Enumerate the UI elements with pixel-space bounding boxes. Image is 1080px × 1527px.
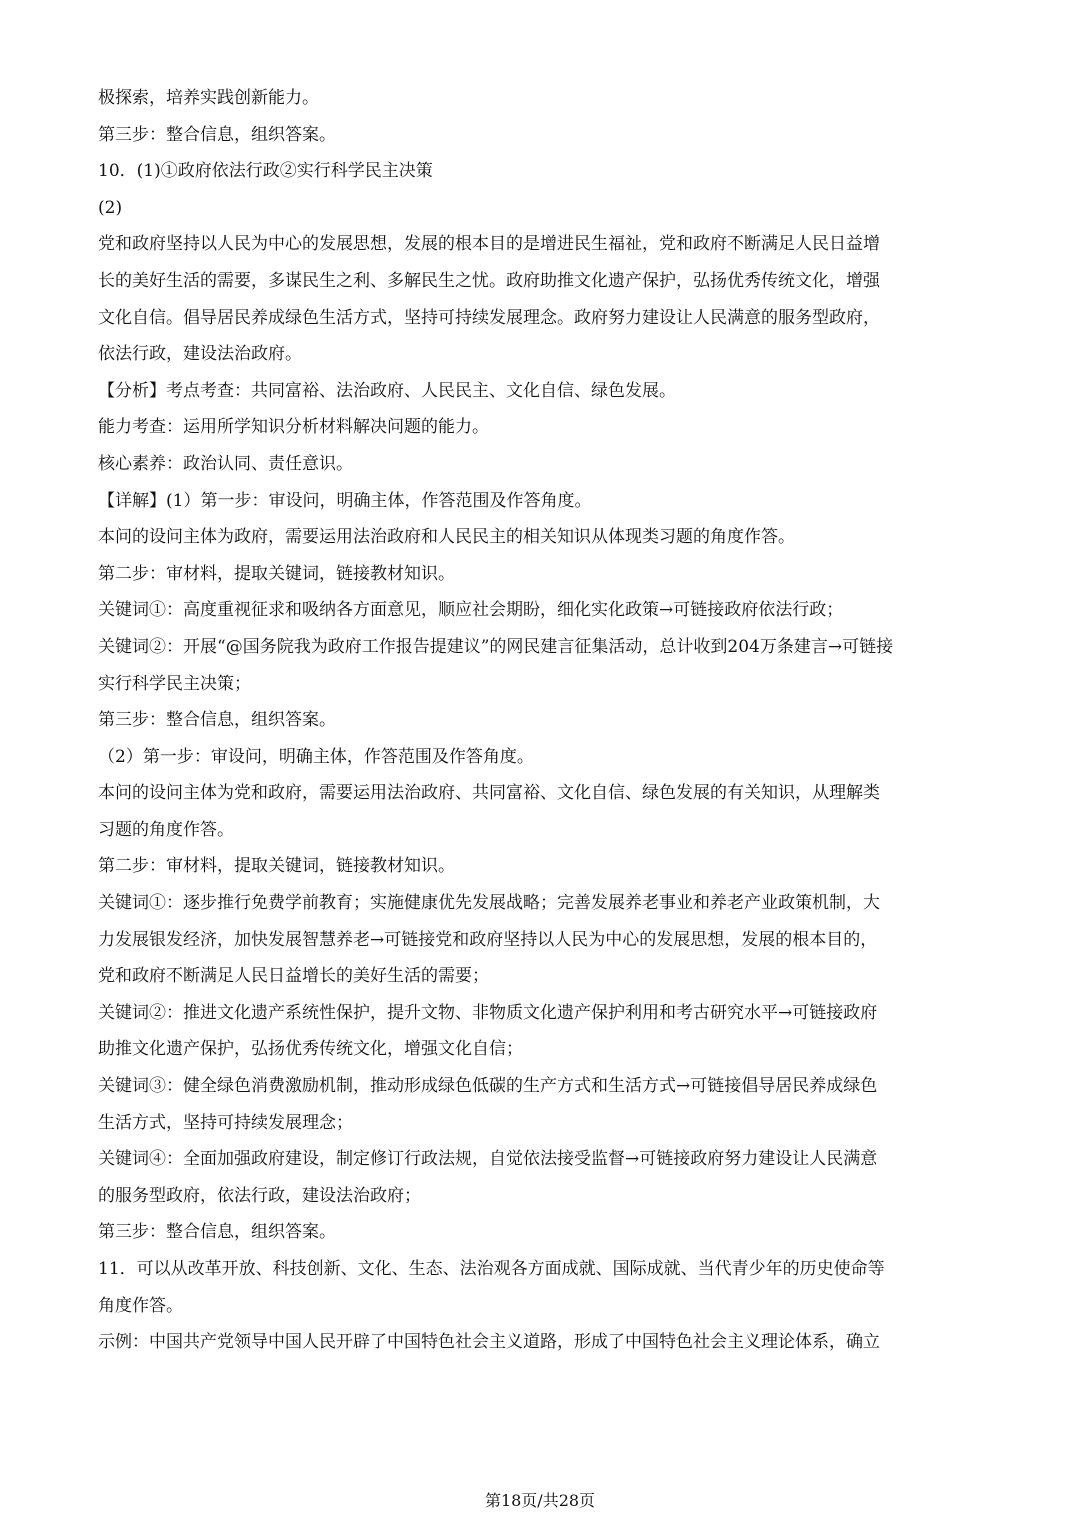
- text-line: 依法行政，建设法治政府。: [98, 344, 302, 365]
- text-line: （2）第一步：审设问，明确主体，作答范围及作答角度。: [98, 746, 534, 767]
- text-line: 极探索，培养实践创新能力。: [98, 88, 319, 108]
- text-line: 本问的设问主体为党和政府，需要运用法治政府、共同富裕、文化自信、绿色发展的有关知识，从理解类: [98, 783, 880, 804]
- text-line: 关键词②：推进文化遗产系统性保护，提升文物、非物质文化遗产保护利用和考古研究水平→可链接政府: [98, 1002, 878, 1023]
- text-line: 关键词③：健全绿色消费激励机制，推动形成绿色低碳的生产方式和生活方式→可链接倡导居民养成绿色: [98, 1076, 878, 1097]
- text-line: 长的美好生活的需要，多谋民生之利、多解民生之忧。政府助推文化遗产保护，弘扬优秀传统文化，增强: [98, 270, 880, 291]
- text-line: 【分析】考点考查：共同富裕、法治政府、人民民主、文化自信、绿色发展。: [98, 380, 676, 401]
- text-line: 实行科学民主决策；: [98, 673, 251, 694]
- text-line: 力发展银发经济，加快发展智慧养老→可链接党和政府坚持以人民为中心的发展思想，发展的根本目的，: [98, 929, 878, 950]
- text-line: 【详解】(1）第一步：审设问，明确主体，作答范围及作答角度。: [98, 490, 592, 511]
- text-line: 第二步：审材料，提取关键词，链接教材知识。: [98, 563, 455, 584]
- page-number: 第18页/共28页: [484, 1491, 596, 1510]
- text-line: 第三步：整合信息，组织答案。: [98, 710, 336, 731]
- text-line: 11．可以从改革开放、科技创新、文化、生态、法治观各方面成就、国际成就、当代青少年的历史使命等: [98, 1259, 885, 1279]
- text-line: 关键词④：全面加强政府建设，制定修订行政法规，自觉依法接受监督→可链接政府努力建设让人民满意: [98, 1149, 878, 1170]
- text-line: 第三步：整合信息，组织答案。: [98, 1222, 336, 1243]
- text-line: 助推文化遗产保护，弘扬优秀传统文化，增强文化自信；: [98, 1039, 523, 1060]
- text-line: 的服务型政府，依法行政，建设法治政府；: [98, 1185, 421, 1206]
- text-line: 10．(1)①政府依法行政②实行科学民主决策: [98, 161, 433, 182]
- text-line: 文化自信。倡导居民养成绿色生活方式，坚持可持续发展理念。政府努力建设让人民满意的服务型政府，: [98, 307, 880, 328]
- text-line: 党和政府不断满足人民日益增长的美好生活的需要；: [98, 966, 489, 987]
- text-line: 本问的设问主体为政府，需要运用法治政府和人民民主的相关知识从体现类习题的角度作答。: [98, 527, 795, 548]
- text-line: (2): [98, 197, 123, 218]
- text-line: 核心素养：政治认同、责任意识。: [98, 453, 353, 474]
- text-line: 党和政府坚持以人民为中心的发展思想，发展的根本目的是增进民生福祉，党和政府不断满足人民日益增: [98, 234, 880, 255]
- text-line: 第三步：整合信息，组织答案。: [98, 124, 336, 145]
- document-body: [98, 80, 982, 1361]
- text-line: 习题的角度作答。: [98, 819, 234, 840]
- text-line: 角度作答。: [98, 1295, 183, 1316]
- text-line: 第二步：审材料，提取关键词，链接教材知识。: [98, 856, 455, 877]
- text-line: 生活方式，坚持可持续发展理念；: [98, 1112, 353, 1133]
- text-line: 能力考查：运用所学知识分析材料解决问题的能力。: [98, 417, 489, 438]
- text-line: 关键词①：高度重视征求和吸纳各方面意见，顺应社会期盼，细化实化政策→可链接政府依法行政；: [98, 600, 844, 621]
- text-line: 示例：中国共产党领导中国人民开辟了中国特色社会主义道路，形成了中国特色社会主义理论体系，确立: [98, 1332, 880, 1353]
- text-line: 关键词①：逐步推行免费学前教育；实施健康优先发展战略；完善发展养老事业和养老产业政策机制，大: [98, 893, 880, 914]
- text-line: 关键词②：开展“@国务院我为政府工作报告提建议”的网民建言征集活动，总计收到204万条建言→可链接: [98, 636, 894, 657]
